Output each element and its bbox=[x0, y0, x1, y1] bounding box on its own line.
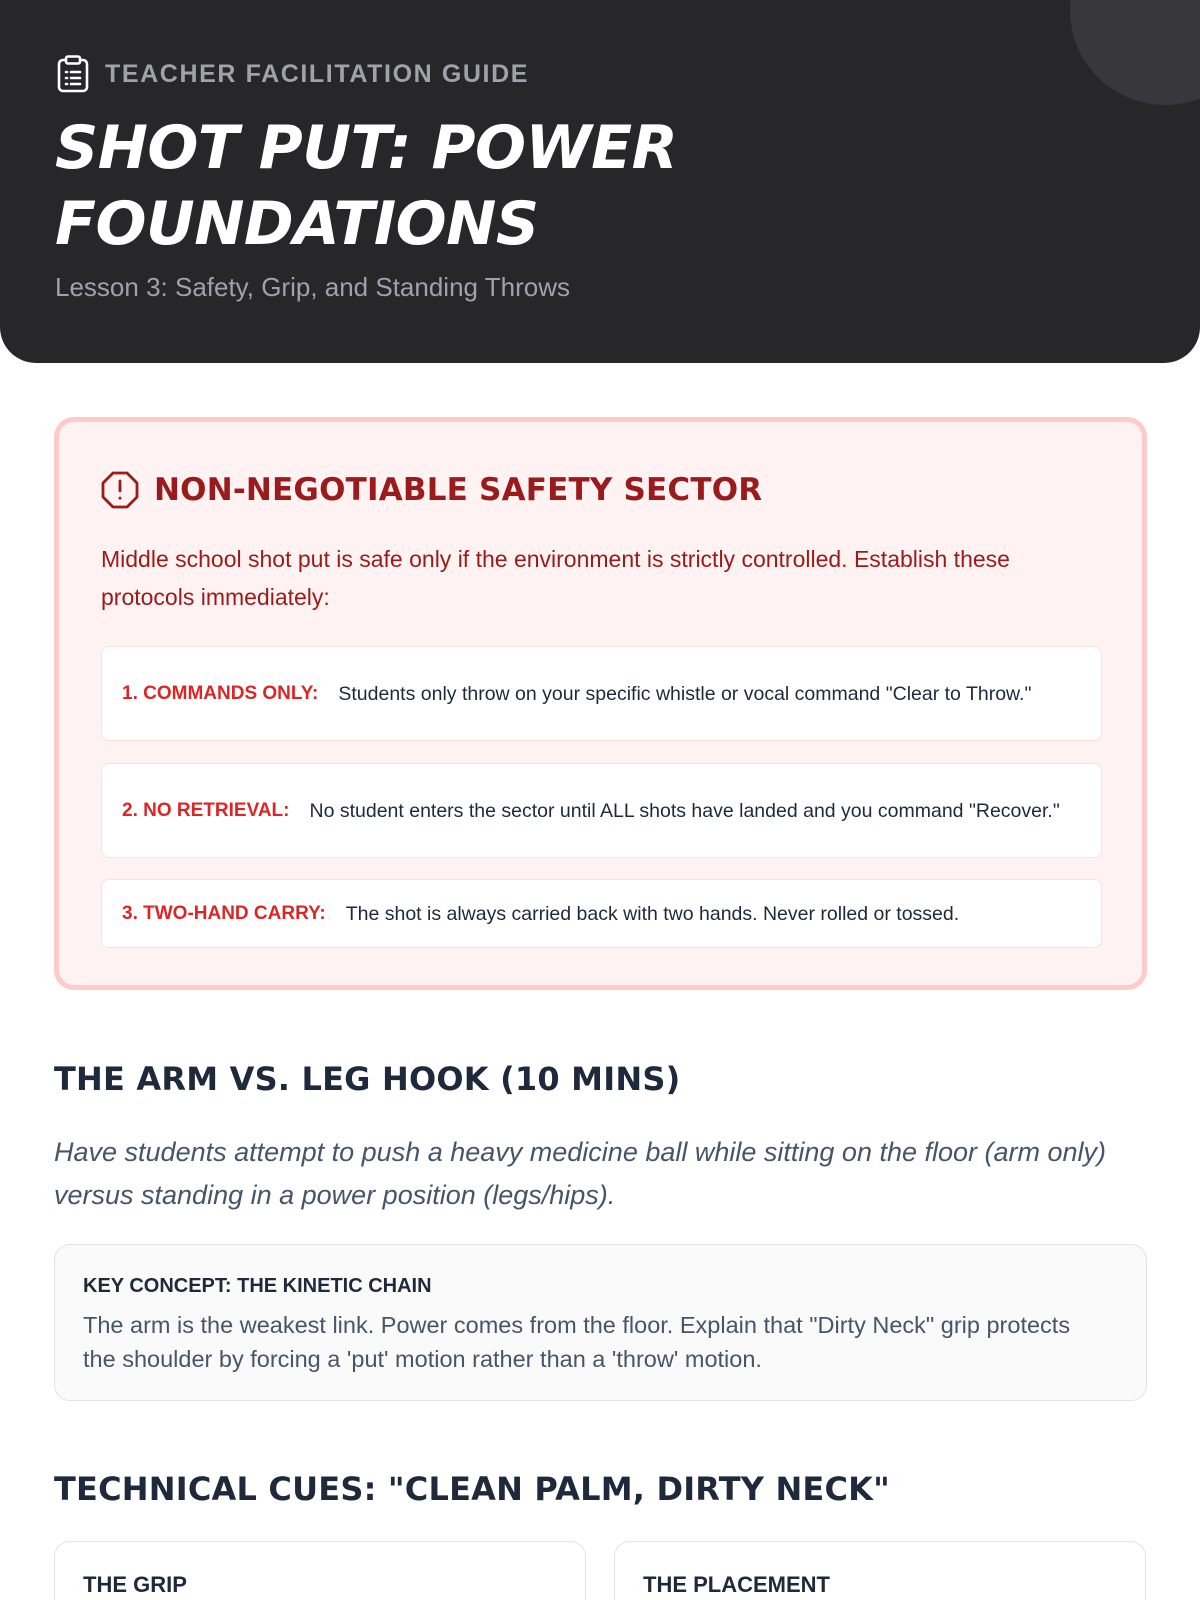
safety-rule-text: No student enters the sector until ALL shots have landed and you command "Recover." bbox=[309, 799, 1060, 822]
safety-rule-label: 1. COMMANDS ONLY: bbox=[122, 682, 319, 704]
page-subtitle: Lesson 3: Safety, Grip, and Standing Throws bbox=[55, 272, 570, 302]
safety-intro: Middle school shot put is safe only if the environment is strictly controlled. Establish these protocols immediately: bbox=[101, 546, 1010, 610]
hook-lead: Have students attempt to push a heavy medicine ball while sitting on the floor (arm only) versus standing in a power position (legs/hips). bbox=[54, 1137, 1107, 1210]
safety-rule bbox=[101, 763, 1102, 858]
key-concept-box bbox=[54, 1244, 1147, 1401]
cue-card-grip bbox=[54, 1541, 586, 1600]
key-concept-label: KEY CONCEPT: THE KINETIC CHAIN bbox=[83, 1275, 432, 1297]
safety-rule-text: The shot is always carried back with two hands. Never rolled or tossed. bbox=[345, 902, 960, 925]
eyebrow-label: TEACHER FACILITATION GUIDE bbox=[105, 59, 529, 88]
page-title: SHOT PUT: POWER FOUNDATIONS bbox=[55, 113, 678, 259]
header-decoration bbox=[1070, 0, 1200, 105]
safety-rule-text: Students only throw on your specific whistle or vocal command "Clear to Throw." bbox=[338, 682, 1032, 705]
safety-rule-label: 3. TWO-HAND CARRY: bbox=[122, 902, 326, 924]
cue-card-title: THE PLACEMENT bbox=[643, 1572, 830, 1597]
cues-heading: TECHNICAL CUES: "CLEAN PALM, DIRTY NECK" bbox=[54, 1470, 891, 1508]
key-concept-text: The arm is the weakest link. Power comes from the floor. Explain that "Dirty Neck" grip protects the shoulder by forcing a 'put' motion rather than a 'throw' motion. bbox=[83, 1312, 1071, 1372]
header-banner bbox=[0, 0, 1200, 363]
clipboard-icon bbox=[55, 55, 91, 93]
cue-card-placement bbox=[614, 1541, 1146, 1600]
cue-card-title: THE GRIP bbox=[83, 1572, 187, 1597]
safety-rule bbox=[101, 879, 1102, 948]
hook-heading: THE ARM VS. LEG HOOK (10 MINS) bbox=[54, 1060, 681, 1098]
safety-rule-label: 2. NO RETRIEVAL: bbox=[122, 799, 290, 821]
safety-heading bbox=[100, 470, 762, 510]
alert-octagon-icon bbox=[100, 470, 140, 510]
safety-title: NON-NEGOTIABLE SAFETY SECTOR bbox=[154, 472, 763, 508]
safety-panel bbox=[54, 417, 1147, 990]
safety-rule bbox=[101, 646, 1102, 741]
eyebrow bbox=[55, 55, 529, 93]
